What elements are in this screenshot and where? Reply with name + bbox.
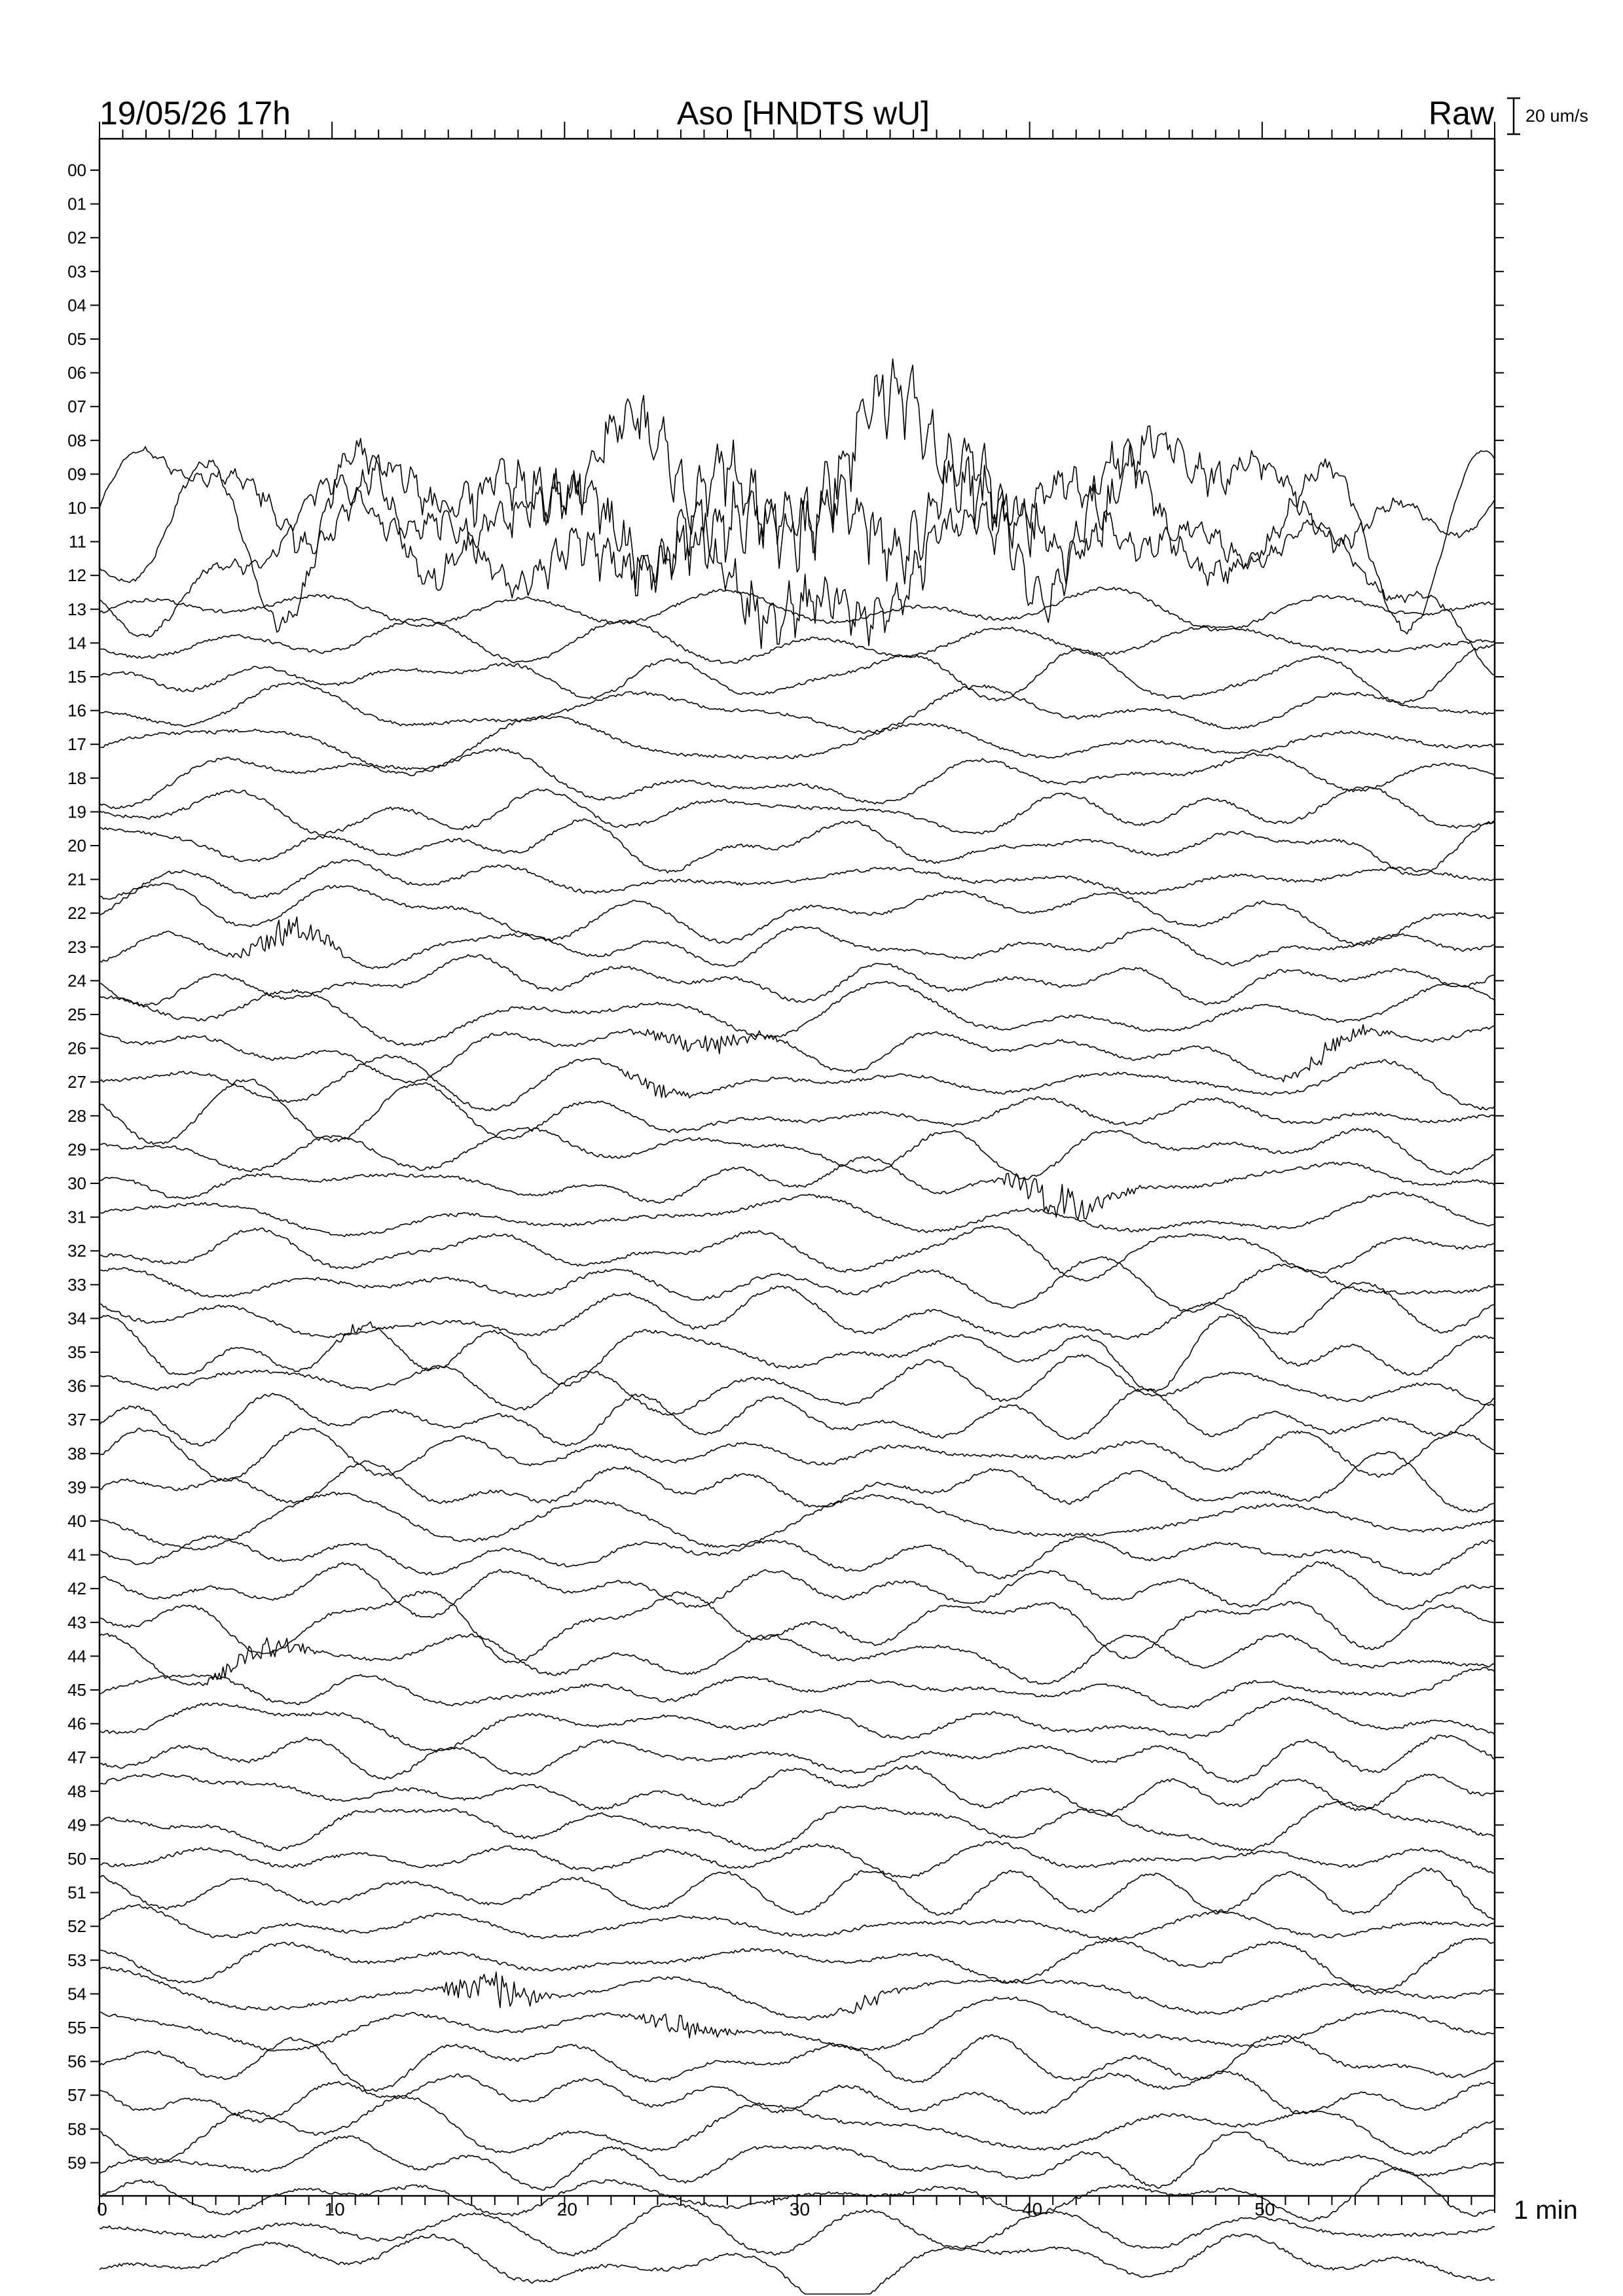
row-label-36: 36 [67,1376,86,1396]
mode-label: Raw [1428,95,1494,132]
datetime-label: 19/05/26 17h [100,95,291,132]
row-label-29: 29 [67,1139,86,1160]
row-label-23: 23 [67,937,86,957]
station-title: Aso [HNDTS wU] [676,95,930,132]
x-tick-label-20: 20 [556,2199,577,2219]
row-label-25: 25 [67,1005,86,1024]
row-label-47: 47 [67,1748,86,1768]
row-label-44: 44 [67,1646,86,1666]
row-label-48: 48 [67,1781,86,1801]
row-label-16: 16 [67,700,86,721]
row-label-01: 01 [67,194,86,214]
row-label-33: 33 [67,1274,86,1295]
row-label-17: 17 [67,734,86,755]
row-label-57: 57 [67,2085,86,2106]
x-tick-label-50: 50 [1254,2199,1275,2219]
row-label-42: 42 [67,1579,86,1599]
row-label-39: 39 [67,1477,86,1498]
row-label-15: 15 [67,667,86,687]
row-label-56: 56 [67,2051,86,2072]
row-label-35: 35 [67,1342,86,1362]
row-label-18: 18 [67,768,86,788]
row-label-55: 55 [67,2018,86,2037]
row-label-45: 45 [67,1680,86,1700]
row-label-27: 27 [67,1072,86,1092]
row-label-58: 58 [67,2119,86,2139]
row-label-46: 46 [67,1713,86,1734]
row-label-38: 38 [67,1443,86,1463]
row-label-40: 40 [67,1511,86,1531]
row-label-30: 30 [67,1174,86,1193]
scale-bar-label: 20 um/s [1525,106,1589,126]
row-label-24: 24 [67,971,86,991]
x-tick-label-0: 0 [97,2199,107,2219]
row-label-11: 11 [69,531,86,552]
row-label-34: 34 [67,1308,86,1329]
x-tick-label-40: 40 [1022,2199,1043,2219]
row-label-14: 14 [67,633,86,653]
row-label-32: 32 [67,1241,86,1261]
row-label-22: 22 [67,903,86,924]
row-label-51: 51 [67,1882,86,1903]
row-label-08: 08 [67,430,86,450]
row-label-00: 00 [67,160,86,180]
row-label-05: 05 [67,329,86,349]
row-label-54: 54 [67,1984,86,2004]
row-label-41: 41 [67,1545,86,1565]
x-tick-label-30: 30 [789,2199,811,2219]
row-label-52: 52 [67,1916,86,1937]
row-label-49: 49 [67,1815,86,1835]
row-label-21: 21 [67,869,86,889]
x-unit-label: 1 min [1514,2196,1578,2225]
row-label-50: 50 [67,1849,86,1869]
row-label-13: 13 [67,599,86,619]
row-label-06: 06 [67,363,86,383]
row-label-04: 04 [67,295,86,315]
row-label-59: 59 [67,2153,86,2173]
row-label-10: 10 [67,498,86,518]
row-label-37: 37 [67,1410,86,1430]
row-label-07: 07 [67,397,86,417]
x-tick-label-10: 10 [324,2199,345,2219]
row-label-12: 12 [67,565,86,586]
row-label-31: 31 [67,1207,86,1227]
row-label-09: 09 [67,464,86,484]
row-label-43: 43 [67,1612,86,1632]
row-label-19: 19 [67,802,86,822]
row-label-20: 20 [67,836,86,855]
row-label-03: 03 [67,261,86,281]
row-label-53: 53 [67,1950,86,1970]
row-label-28: 28 [67,1105,86,1126]
row-label-26: 26 [67,1038,86,1058]
row-label-02: 02 [67,228,86,248]
